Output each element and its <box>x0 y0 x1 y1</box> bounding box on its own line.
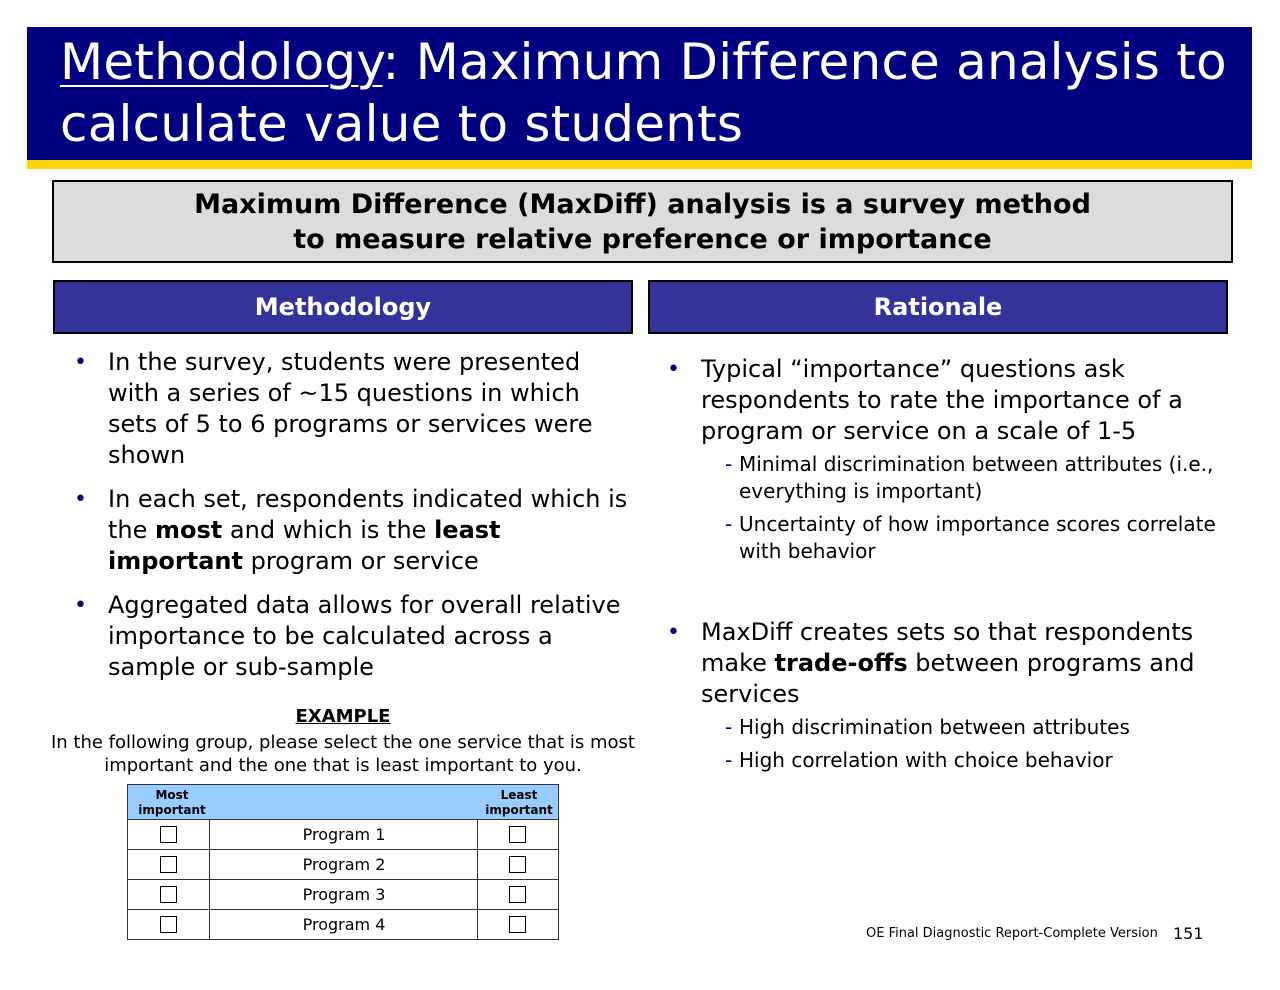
callout-line-1: Maximum Difference (MaxDiff) analysis is a survey method <box>194 188 1091 220</box>
example-title: EXAMPLE <box>295 706 391 727</box>
least-checkbox-icon <box>509 856 526 873</box>
rationale-sub-list <box>701 451 1247 565</box>
title-accent-stripe <box>27 160 1252 169</box>
sub-item-text: High discrimination between attributes <box>739 715 1130 739</box>
page-number: 151 <box>1173 924 1204 943</box>
definition-callout <box>52 180 1233 263</box>
example-table <box>127 784 559 940</box>
rationale-sub-item <box>701 451 1247 505</box>
table-row <box>127 850 559 880</box>
most-checkbox-icon <box>160 856 177 873</box>
program-label: Program 4 <box>302 915 386 934</box>
rationale-bullet-list <box>667 354 1247 780</box>
example-table-header <box>127 784 559 820</box>
rationale-sub-item <box>701 714 1247 741</box>
most-checkbox-icon <box>160 886 177 903</box>
bullet-bold-text: least important <box>108 516 501 575</box>
dash-icon: - <box>725 748 733 772</box>
bullet-text: MaxDiff creates sets so that respondents make <box>701 618 1194 677</box>
rationale-bullet <box>667 617 1247 774</box>
title-rest: : Maximum Difference analysis to calculate value to students <box>60 33 1227 153</box>
bullet-text: program or service <box>242 547 479 575</box>
table-row <box>127 880 559 910</box>
slide-title <box>60 31 1240 155</box>
least-checkbox-icon <box>509 916 526 933</box>
most-important-header: Most important <box>138 788 206 817</box>
bullet-text: In each set, respondents indicated which is the <box>108 485 628 544</box>
dash-icon: - <box>725 512 733 536</box>
program-label: Program 1 <box>302 825 386 844</box>
table-row <box>127 820 559 850</box>
example-instructions: In the following group, please select the one service that is most important and the one that is least important to you. <box>50 732 635 776</box>
least-checkbox-icon <box>509 826 526 843</box>
methodology-bullet: • In the survey, students were presented with a series of ~15 questions in which sets of 5 to 6 programs or services were shown <box>74 347 634 471</box>
methodology-bullet: • Aggregated data allows for overall relative importance to be calculated across a sample or sub-sample <box>74 590 634 683</box>
bullet-text: and which is the <box>222 516 435 544</box>
bullet-bold-text: trade-offs <box>774 649 908 677</box>
rationale-header: Rationale <box>648 280 1228 334</box>
sub-item-text: Uncertainty of how importance scores correlate with behavior <box>739 512 1216 563</box>
title-underlined-word: Methodology <box>60 33 383 91</box>
rationale-sub-list <box>701 714 1247 774</box>
methodology-bullet <box>74 484 634 577</box>
rationale-sub-item <box>701 511 1247 565</box>
sub-item-text: High correlation with choice behavior <box>739 748 1113 772</box>
footer-report-name: OE Final Diagnostic Report-Complete Version <box>866 926 1158 941</box>
bullet-text: Typical “importance” questions ask respondents to rate the importance of a program or service on a scale of 1-5 <box>701 355 1183 445</box>
rationale-bullet <box>667 354 1247 565</box>
most-checkbox-icon <box>160 916 177 933</box>
sub-item-text: Minimal discrimination between attributes (i.e., everything is important) <box>739 452 1214 503</box>
program-label: Program 3 <box>302 885 386 904</box>
most-checkbox-icon <box>160 826 177 843</box>
methodology-header: Methodology <box>53 280 633 334</box>
rationale-sub-item <box>701 747 1247 774</box>
dash-icon: - <box>725 452 733 476</box>
program-label: Program 2 <box>302 855 386 874</box>
dash-icon: - <box>725 715 733 739</box>
callout-line-2: to measure relative preference or importance <box>293 223 992 255</box>
least-checkbox-icon <box>509 886 526 903</box>
table-row <box>127 910 559 940</box>
least-important-header: Least important <box>485 788 553 817</box>
bullet-text: between programs and services <box>701 649 1195 708</box>
bullet-bold-text: most <box>155 516 223 544</box>
methodology-bullet-list <box>74 347 634 696</box>
